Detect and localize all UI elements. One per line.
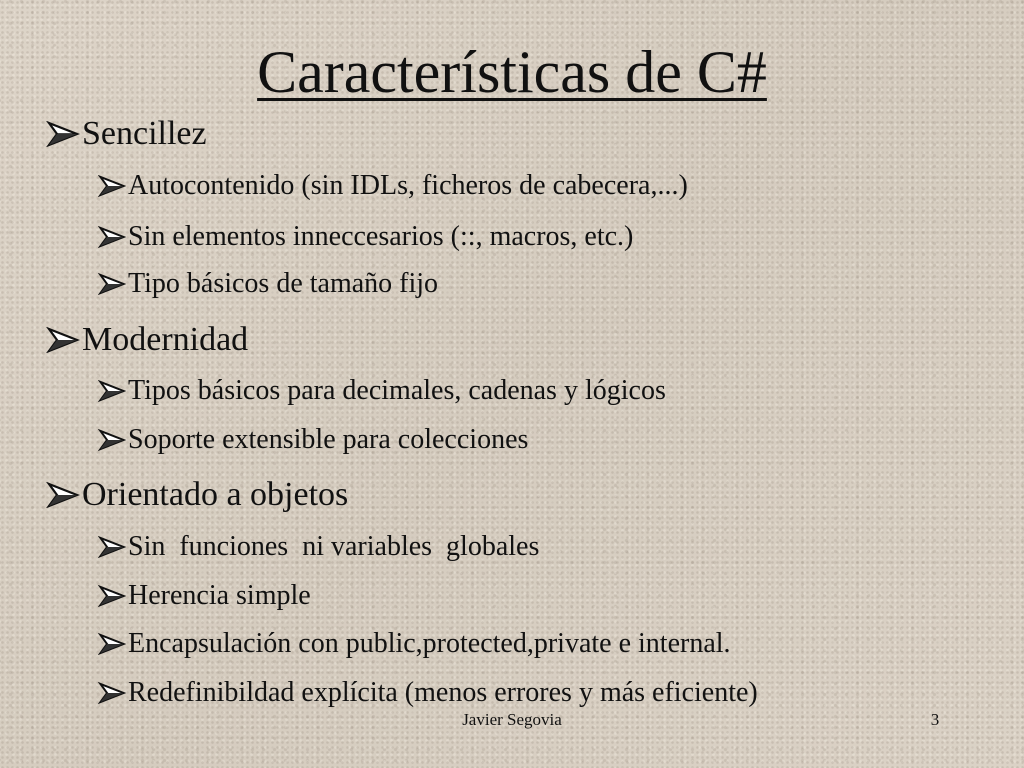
sub-bullet-item	[98, 676, 758, 710]
sub-bullet-label: Herencia simple	[128, 580, 311, 611]
sub-bullet-label: Sin elementos inneccesarios (::, macros, etc.)	[128, 221, 634, 252]
arrowhead-bullet-icon	[98, 536, 126, 558]
sub-bullet-label: Sin funciones ni variables globales	[128, 531, 540, 562]
arrowhead-bullet-icon	[98, 226, 126, 248]
slide-title-text: Características de C#	[257, 39, 767, 105]
bullet-label: Orientado a objetos	[82, 476, 349, 513]
sub-bullet-item	[98, 169, 688, 203]
sub-bullet-item	[98, 530, 539, 564]
arrowhead-bullet-icon	[98, 682, 126, 704]
sub-bullet-item	[98, 267, 438, 301]
sub-bullet-item	[98, 579, 311, 613]
bullet-label: Sencillez	[82, 115, 207, 152]
arrowhead-bullet-icon	[46, 121, 80, 147]
sub-bullet-label: Soporte extensible para colecciones	[128, 424, 529, 455]
sub-bullet-label: Autocontenido (sin IDLs, ficheros de cabecera,...)	[128, 170, 688, 201]
page-number: 3	[930, 710, 940, 729]
sub-bullet-label: Tipos básicos para decimales, cadenas y lógicos	[128, 375, 666, 406]
bullet-sencillez	[46, 114, 207, 154]
arrowhead-bullet-icon	[46, 327, 80, 353]
sub-bullet-item	[98, 220, 633, 254]
sub-bullet-item	[98, 423, 528, 457]
sub-bullet-label: Encapsulación con public,protected,private e internal.	[128, 628, 731, 659]
arrowhead-bullet-icon	[98, 429, 126, 451]
arrowhead-bullet-icon	[98, 585, 126, 607]
arrowhead-bullet-icon	[98, 633, 126, 655]
arrowhead-bullet-icon	[98, 175, 126, 197]
bullet-orientado-a-objetos	[46, 475, 348, 515]
sub-bullet-item	[98, 627, 731, 661]
bullet-label: Modernidad	[82, 321, 249, 358]
sub-bullet-label: Tipo básicos de tamaño fijo	[128, 268, 439, 299]
sub-bullet-label: Redefinibildad explícita (menos errores y más eficiente)	[128, 677, 758, 708]
sub-bullet-item	[98, 374, 666, 408]
arrowhead-bullet-icon	[46, 482, 80, 508]
arrowhead-bullet-icon	[98, 380, 126, 402]
footer-author: Javier Segovia	[462, 710, 562, 729]
bullet-modernidad	[46, 320, 248, 360]
arrowhead-bullet-icon	[98, 273, 126, 295]
